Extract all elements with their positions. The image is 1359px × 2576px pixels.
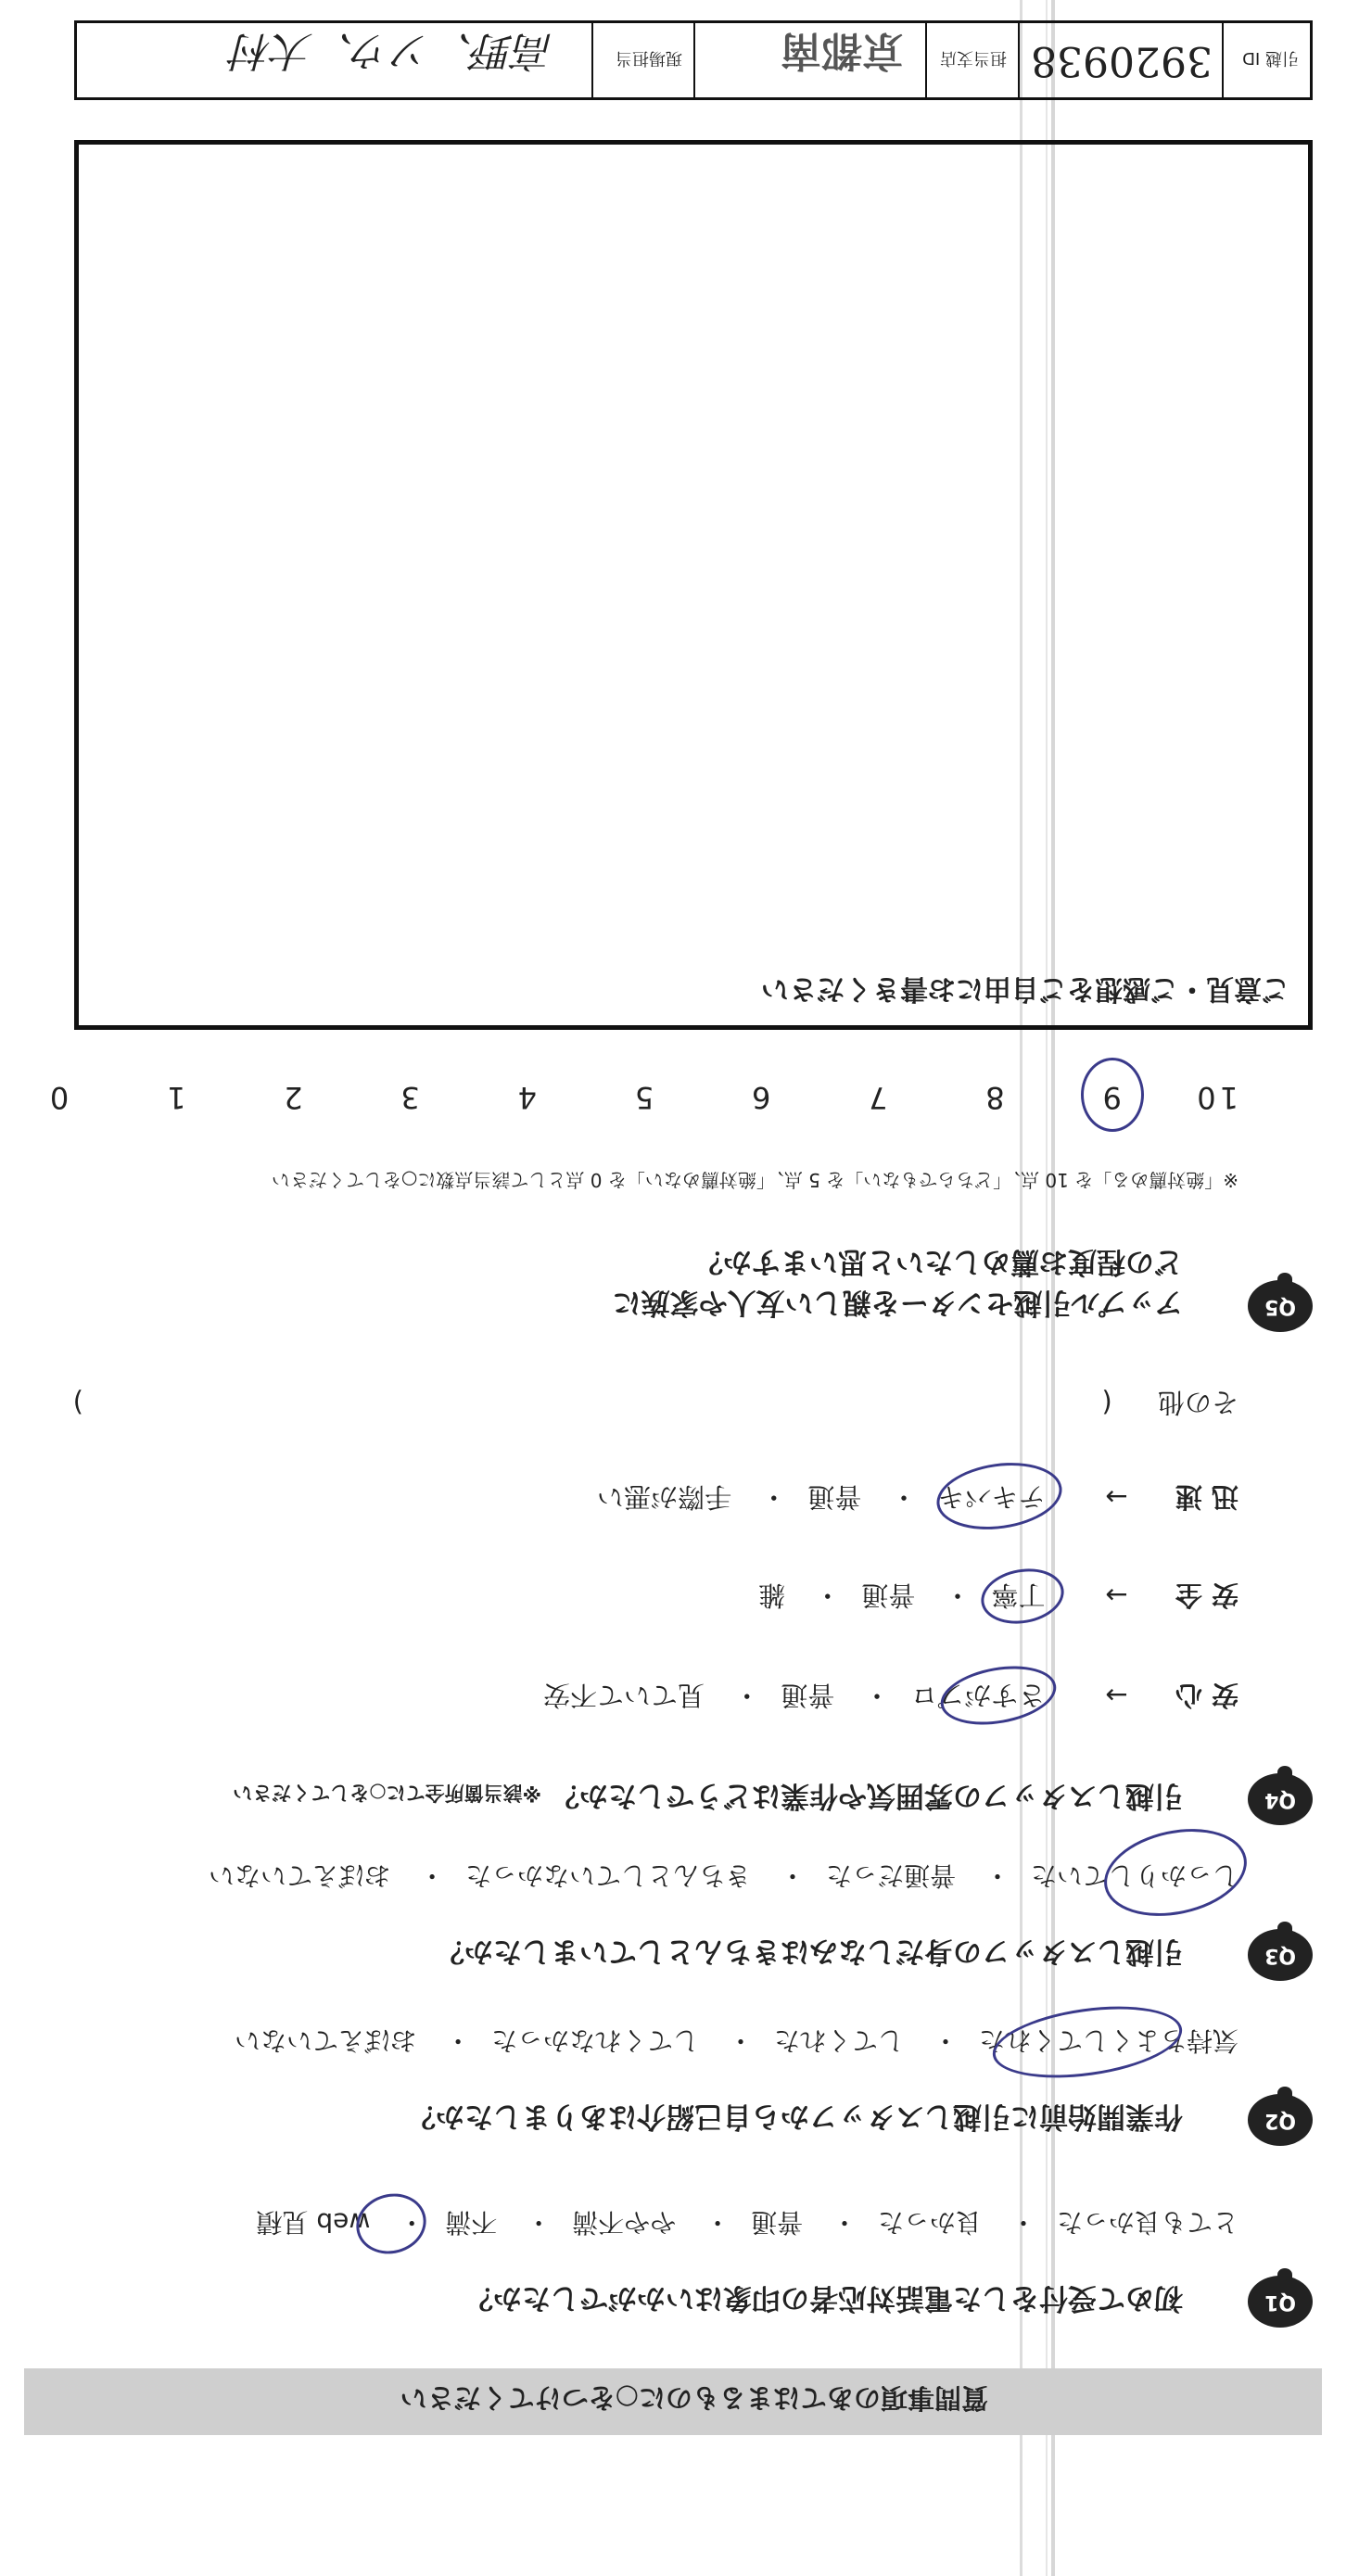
q4-note: ※該当箇所全てに○をしてください xyxy=(233,1782,541,1804)
q4-other-close: ) xyxy=(72,1387,83,1418)
q4-badge-icon: Q4 xyxy=(1248,1773,1313,1825)
answer-circle-mark xyxy=(1081,1058,1144,1132)
id-label: 引越 ID xyxy=(1242,48,1299,68)
answer-circle-mark xyxy=(1096,1817,1254,1928)
branch-label: 担当支店 xyxy=(940,48,1007,68)
question-4 xyxy=(70,1772,1297,1816)
q4-row-label: 安全 xyxy=(1165,1580,1238,1611)
arrow-right-icon: → xyxy=(1105,1481,1128,1513)
q4-option[interactable]: 雑 xyxy=(758,1580,786,1611)
answer-circle-mark xyxy=(936,1658,1061,1733)
branch-stamp: 京都南 xyxy=(781,27,903,74)
q4-row-label: 安心 xyxy=(1165,1680,1238,1711)
q4-option[interactable]: 普通 xyxy=(861,1580,916,1611)
q4-text: 引越しスタッフの雰囲気や作業はどうでしたか？※該当箇所全てに○をしてください xyxy=(233,1779,1183,1812)
q1-option[interactable]: 普通 xyxy=(751,2207,804,2238)
q2-option-selected[interactable]: 気持ちよくしてくれた xyxy=(978,2025,1238,2056)
q2-badge-icon: Q2 xyxy=(1248,2094,1313,2146)
q3-options: しっかりしていた・ 普通だった・ きちんとしていなかった・ おぼえていない xyxy=(209,1859,1238,1896)
q4-other-open: ( xyxy=(1101,1387,1112,1418)
q1-option[interactable]: やや不満 xyxy=(572,2207,677,2238)
scale-value-selected[interactable]: 9 xyxy=(1099,1080,1122,1115)
q4-option[interactable]: 手際が悪い xyxy=(597,1481,732,1513)
q4-other-label: その他 xyxy=(1157,1387,1238,1418)
q3-option[interactable]: 普通だった xyxy=(826,1860,957,1891)
scale-value[interactable]: 10 xyxy=(1193,1080,1238,1115)
q5-text-line2: どの程度お薦めしたいと思いますか？ xyxy=(694,1245,1183,1278)
q2-option[interactable]: してくれなかった xyxy=(491,2025,700,2056)
q3-text: 引越しスタッフの身だしなみはきちんとしていましたか？ xyxy=(436,1935,1183,1968)
arrow-right-icon: → xyxy=(1105,1580,1128,1611)
question-1 xyxy=(70,2278,1297,2318)
comment-box[interactable] xyxy=(74,140,1313,1030)
instruction-text: 質問事項のあてはまるものに○をつけてください xyxy=(400,2382,988,2414)
scale-value[interactable]: 5 xyxy=(630,1080,654,1115)
branch-value-cell xyxy=(693,23,925,97)
q2-option[interactable]: してくれた xyxy=(774,2025,905,2056)
header-info-row xyxy=(74,20,1313,100)
staff-value-cell xyxy=(77,23,591,97)
q1-option[interactable]: 良かった xyxy=(878,2207,983,2238)
id-label-cell xyxy=(1222,23,1310,97)
q4-option[interactable]: 普通 xyxy=(807,1481,862,1513)
answer-circle-mark xyxy=(988,1996,1187,2088)
q1-badge-icon: Q1 xyxy=(1248,2276,1313,2328)
q3-badge-icon: Q3 xyxy=(1248,1929,1313,1981)
scale-value[interactable]: 3 xyxy=(397,1080,420,1115)
q5-text-line1: アップル引越センターを親しい友人や家族に xyxy=(612,1286,1183,1319)
answer-circle-mark xyxy=(349,2186,433,2261)
scale-value[interactable]: 2 xyxy=(280,1080,303,1115)
branch-label-cell xyxy=(925,23,1018,97)
q1-options: とても良かった・ 良かった・ 普通・ やや不満・ 不満・ web 見積 xyxy=(257,2205,1239,2242)
comment-title: ご意見・ご感想をご自由にお書きください xyxy=(761,972,1289,1005)
q4-row-anshin: 安心 → さすがプロ・ 普通・ 見ていて不安 xyxy=(543,1678,1238,1716)
q3-option-selected[interactable]: しっかりしていた xyxy=(1030,1860,1238,1891)
q4-option-selected[interactable]: 丁寧 xyxy=(991,1580,1046,1611)
scale-value[interactable]: 7 xyxy=(865,1080,888,1115)
q5-badge-icon: Q5 xyxy=(1248,1280,1313,1332)
q5-scale xyxy=(0,1080,1238,1115)
q1-option[interactable]: web 見積 xyxy=(256,2207,371,2238)
q4-row-anzen: 安全 → 丁寧・ 普通・ 雑 xyxy=(758,1578,1238,1616)
q4-option[interactable]: 見ていて不安 xyxy=(543,1680,705,1711)
question-3 xyxy=(70,1931,1297,1972)
q1-option[interactable]: とても良かった xyxy=(1056,2207,1238,2238)
q3-option[interactable]: おぼえていない xyxy=(209,1860,391,1891)
question-5 xyxy=(70,1241,1297,1323)
q4-option-selected[interactable]: テキパキ xyxy=(937,1481,1046,1513)
scale-value[interactable]: 1 xyxy=(163,1080,186,1115)
q4-row-jinsoku: 迅速 → テキパキ・ 普通・ 手際が悪い xyxy=(597,1479,1238,1517)
scale-value[interactable]: 0 xyxy=(45,1080,70,1115)
q2-options: 気持ちよくしてくれた・ してくれた・ してくれなかった・ おぼえていない xyxy=(235,2024,1238,2061)
scale-value[interactable]: 6 xyxy=(747,1080,771,1115)
q2-option[interactable]: おぼえていない xyxy=(235,2025,417,2056)
id-value-cell xyxy=(1018,23,1222,97)
q4-row-label: 迅速 xyxy=(1165,1481,1238,1513)
q5-note: ※「絶対薦める」を 10 点、「どちらでもない」を 5 点、「絶対薦めない」を 0 点として該当点数に○をしてください xyxy=(271,1169,1238,1191)
q3-option[interactable]: きちんとしていなかった xyxy=(465,1860,752,1891)
q1-text: 初めて受付をした電話対応者の印象はいかがでしたか？ xyxy=(464,2281,1183,2315)
scale-value[interactable]: 8 xyxy=(982,1080,1005,1115)
id-value: 3920938 xyxy=(1031,37,1213,84)
staff-value: 高野、ソウ、大村 xyxy=(231,27,554,74)
q1-option-selected[interactable]: 不満 xyxy=(445,2207,498,2238)
instruction-bar xyxy=(24,2368,1322,2435)
q4-option[interactable]: 普通 xyxy=(781,1680,835,1711)
scale-value[interactable]: 4 xyxy=(514,1080,537,1115)
arrow-right-icon: → xyxy=(1105,1680,1128,1711)
staff-label: 現場担当 xyxy=(616,48,682,68)
staff-label-cell xyxy=(591,23,693,97)
question-2 xyxy=(70,2096,1297,2137)
q4-other xyxy=(73,1385,1238,1423)
q2-text: 作業開始前に引越しスタッフから自己紹介はありましたか？ xyxy=(407,2100,1183,2133)
q4-option-selected[interactable]: さすがプロ xyxy=(910,1680,1046,1711)
